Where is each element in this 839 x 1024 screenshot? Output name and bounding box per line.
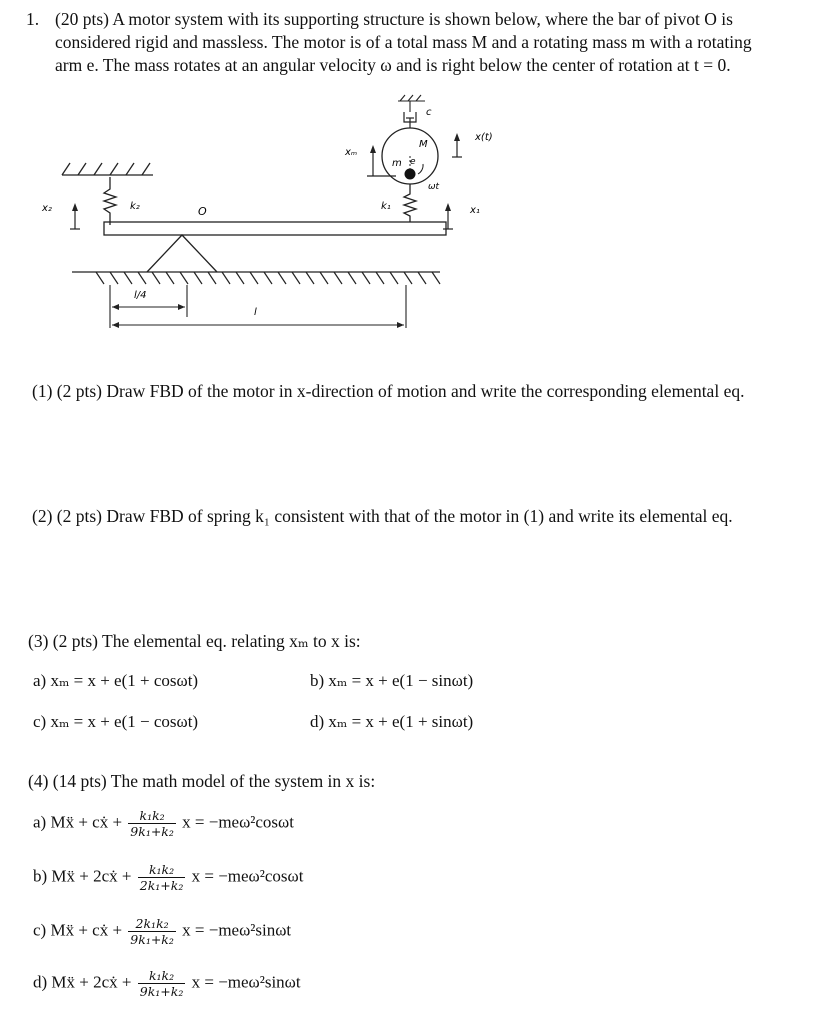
spring-k2 — [104, 177, 116, 225]
q4c-rhs: x = −meω²sinωt — [182, 920, 292, 940]
q4a-numerator: k₁k₂ — [128, 808, 176, 824]
label-l4: l/4 — [134, 290, 147, 301]
q4d-numerator: k₁k₂ — [138, 968, 186, 984]
q4b-numerator: k₁k₂ — [138, 862, 186, 878]
label-x1: x₁ — [470, 205, 480, 216]
label-xm: xₘ — [345, 147, 358, 158]
q4-option-c — [33, 916, 291, 947]
motor-system-figure — [0, 85, 839, 330]
q3-option-a: a) xₘ = x + e(1 + cosωt) — [33, 671, 199, 690]
label-xt: x(t) — [475, 132, 493, 143]
label-l: l — [254, 307, 257, 318]
q4d-rhs: x = −meω²sinωt — [191, 972, 301, 992]
question-1: (1) (2 pts) Draw FBD of the motor in x-direction of motion and write the corresponding elemental eq. — [32, 381, 745, 401]
q4c-fraction — [128, 916, 176, 947]
label-wt: ωt — [428, 182, 440, 192]
q4b-lhs: b) Mẍ + 2cẋ + — [33, 866, 132, 886]
q4d-lhs: d) Mẍ + 2cẋ + — [33, 972, 132, 992]
label-M: M — [419, 139, 428, 150]
question-3: (3) (2 pts) The elemental eq. relating xₘ to x is: — [28, 631, 361, 651]
damper-c — [404, 112, 416, 128]
q4d-fraction — [138, 968, 186, 999]
q4c-numerator: 2k₁k₂ — [128, 916, 176, 932]
q3-option-b: b) xₘ = x + e(1 − sinωt) — [310, 671, 474, 690]
spring-k1 — [404, 184, 416, 222]
q4-option-d — [33, 968, 301, 999]
pivot-triangle — [147, 235, 217, 272]
ground — [72, 272, 440, 284]
label-e: e — [410, 157, 416, 167]
label-m: m — [392, 158, 402, 169]
q4a-denominator: 9k₁+k₂ — [130, 824, 174, 839]
left-ground-support — [62, 163, 153, 175]
question-2: (2) (2 pts) Draw FBD of spring k₁ consistent with that of the motor in (1) and write its elemental eq. — [32, 506, 733, 526]
xt-arrow — [452, 139, 462, 157]
q4b-rhs: x = −meω²cosωt — [191, 866, 304, 886]
q4a-lhs: a) Mẍ + cẋ + — [33, 812, 123, 832]
problem-line-2: considered rigid and massless. The motor is of a total mass M and a rotating mass m with a rotating — [55, 32, 752, 52]
rigid-bar — [104, 222, 446, 235]
question-4: (4) (14 pts) The math model of the system in x is: — [28, 771, 376, 791]
q4a-rhs: x = −meω²cosωt — [182, 812, 294, 832]
q4d-denominator: 9k₁+k₂ — [139, 984, 184, 999]
label-x2: x₂ — [42, 203, 52, 214]
q3-option-c: c) xₘ = x + e(1 − cosωt) — [33, 712, 199, 731]
label-O: O — [198, 205, 207, 218]
problem-statement — [26, 8, 826, 78]
q4c-lhs: c) Mẍ + cẋ + — [33, 920, 123, 940]
problem-line-1: (20 pts) A motor system with its supporting structure is shown below, where the bar of pivot O is — [55, 9, 733, 29]
x1-arrow — [443, 209, 453, 229]
q4b-fraction — [138, 862, 186, 893]
motor-top-support — [398, 95, 425, 112]
problem-number: 1. — [26, 9, 40, 29]
q3-option-d: d) xₘ = x + e(1 + sinωt) — [310, 712, 474, 731]
q4b-denominator: 2k₁+k₂ — [139, 878, 184, 893]
problem-line-3: arm e. The mass rotates at an angular velocity ω and is right below the center of rotation at t = 0. — [55, 55, 731, 75]
q4-option-b — [33, 862, 303, 893]
label-k1: k₁ — [381, 201, 391, 212]
q4-option-a — [33, 808, 294, 839]
x2-arrow — [70, 209, 80, 229]
dimension-lines — [110, 285, 406, 328]
q4a-fraction — [128, 808, 176, 839]
rotating-mass — [405, 169, 416, 180]
label-k2: k₂ — [130, 201, 140, 212]
label-c: c — [426, 107, 432, 118]
q4c-denominator: 9k₁+k₂ — [130, 932, 174, 947]
